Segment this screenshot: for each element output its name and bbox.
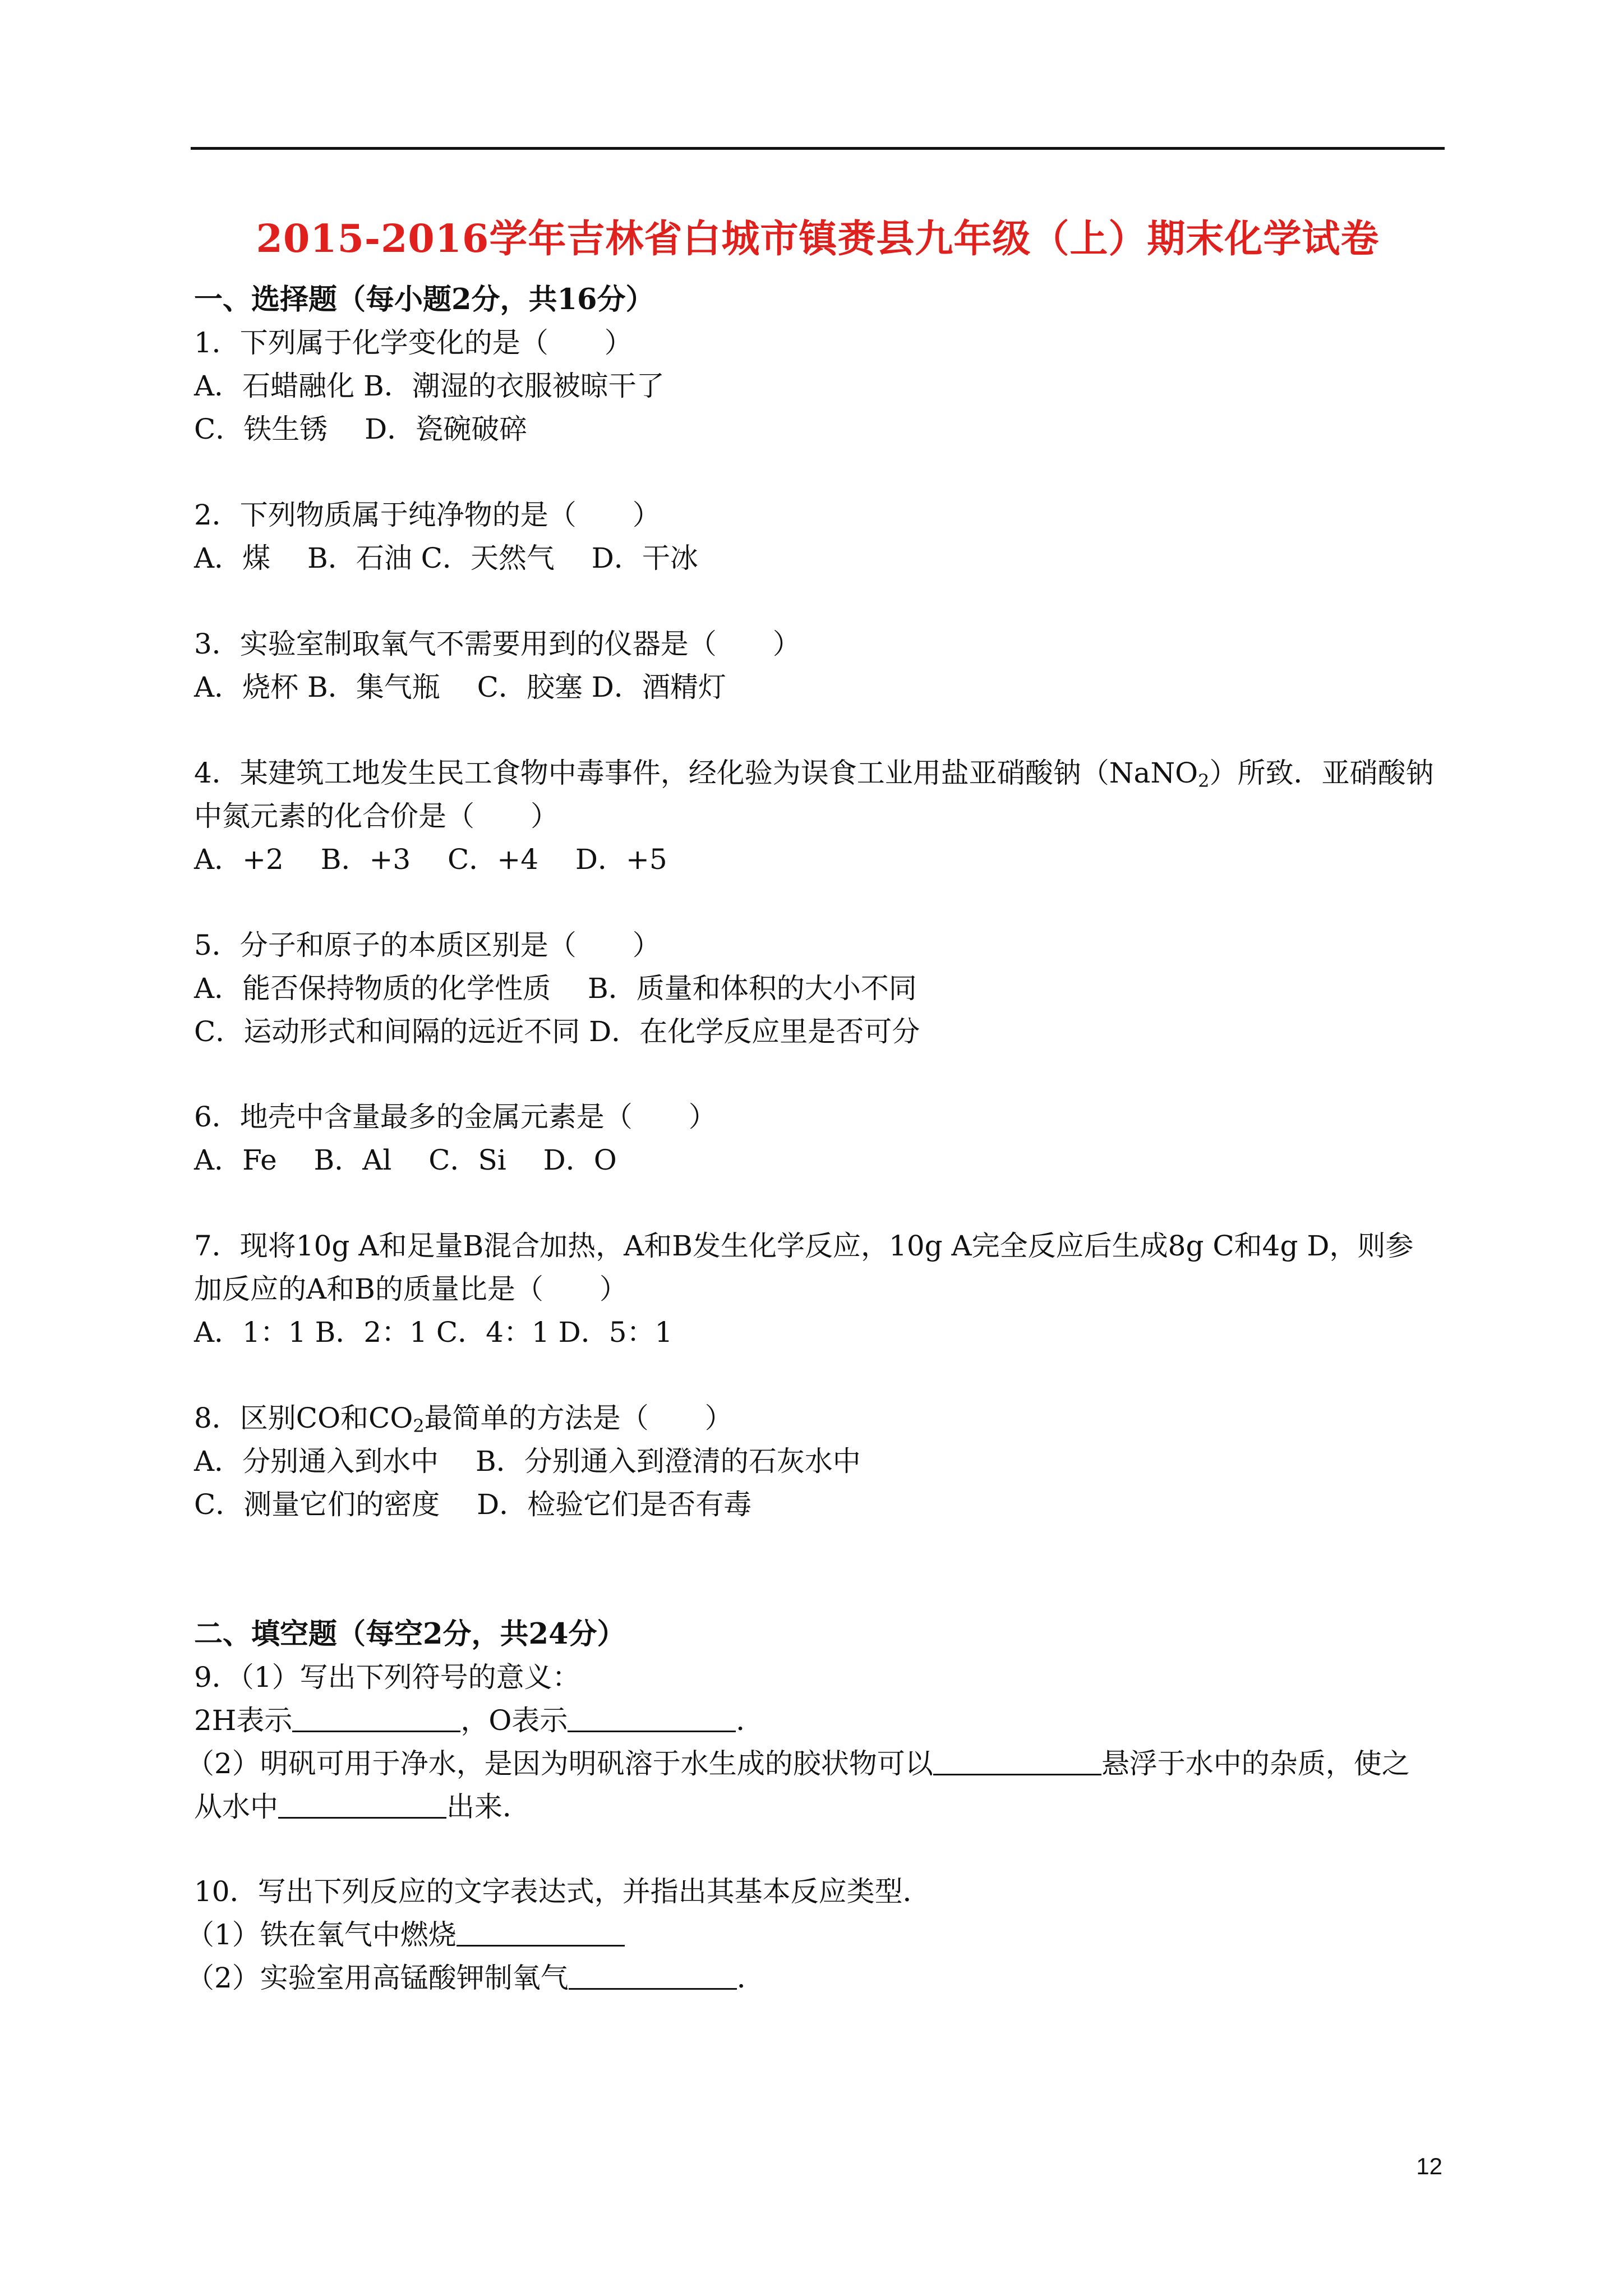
question-9-line-4: 从水中 出来．	[194, 1786, 1448, 1829]
question-4-options: A．+2 B．+3 C．+4 D．+5	[194, 843, 667, 876]
section-heading: 二、填空题（每空2分，共24分）	[194, 1617, 626, 1651]
page-number: 12	[1416, 2153, 1442, 2179]
question-2-stem: 2．下列物质属于纯净物的是（ ）	[194, 499, 661, 531]
question-6-stem: 6．地壳中含量最多的金属元素是（ ）	[194, 1101, 717, 1133]
question-8	[194, 1397, 1448, 1526]
question-10-line-1: （1）铁在氧气中燃烧	[186, 1913, 1448, 1957]
answer-blank[interactable]	[569, 1958, 737, 1990]
question-4-stem-cont: 中氮元素的化合价是（ ）	[194, 800, 559, 832]
question-7	[194, 1225, 1448, 1354]
page-title: 2015-2016学年吉林省白城市镇赉县九年级（上）期末化学试卷	[256, 217, 1380, 261]
question-7-stem-cont: 加反应的A和B的质量比是（ ）	[194, 1273, 628, 1305]
question-10-stem: 10．写出下列反应的文字表达式，并指出其基本反应类型．	[194, 1875, 931, 1908]
question-10-line-2: （2）实验室用高锰酸钾制氧气 ．	[186, 1957, 1448, 2000]
question-5-options: C．运动形式和间隔的远近不同 D．在化学反应里是否可分	[194, 1015, 920, 1048]
question-2-options: A．煤 B．石油 C．天然气 D．干冰	[194, 542, 698, 574]
question-8-stem: 8．区别CO和$CO_2$最简单的方法是（ ）	[194, 1402, 733, 1437]
question-9-line-3: （2）明矾可用于净水，是因为明矾溶于水生成的胶状物可以 悬浮于水中的杂质，使之	[186, 1742, 1448, 1786]
question-1-options: C．铁生锈 D．瓷碗破碎	[194, 413, 528, 445]
section-heading: 一、选择题（每小题2分，共16分）	[194, 283, 654, 316]
question-5-options: A．能否保持物质的化学性质 B．质量和体积的大小不同	[194, 972, 917, 1005]
question-1-stem: 1．下列属于化学变化的是（ ）	[194, 326, 633, 359]
question-4	[194, 752, 1448, 881]
question-3-options: A．烧杯 B．集气瓶 C．胶塞 D．酒精灯	[194, 671, 726, 703]
question-7-options: A．1：1 B．2：1 C．4：1 D．5：1	[194, 1316, 673, 1349]
answer-blank[interactable]	[278, 1787, 446, 1819]
answer-blank[interactable]	[457, 1915, 625, 1947]
question-5	[194, 924, 1448, 1053]
question-10	[186, 1870, 1448, 2000]
answer-blank[interactable]	[568, 1700, 736, 1732]
question-8-options: A．分别通入到水中 B．分别通入到澄清的石灰水中	[194, 1445, 861, 1478]
question-5-stem: 5．分子和原子的本质区别是（ ）	[194, 929, 661, 961]
question-8-options: C．测量它们的密度 D．检验它们是否有毒	[194, 1488, 752, 1521]
question-9-line-2: 2H表示 ，O表示 ．	[194, 1699, 1448, 1742]
question-9-stem: 9．（1）写出下列符号的意义：	[194, 1661, 580, 1694]
question-3	[194, 623, 1448, 709]
answer-blank[interactable]	[292, 1700, 460, 1732]
question-1-options: A．石蜡融化 B．潮湿的衣服被晾干了	[194, 370, 665, 402]
answer-blank[interactable]	[933, 1743, 1101, 1775]
section-fill	[186, 1613, 1448, 1829]
question-7-stem: 7．现将10g A和足量B混合加热，A和B发生化学反应，10g A完全反应后生成8g C和4g D，则参	[194, 1230, 1414, 1262]
question-6	[194, 1096, 1448, 1182]
question-3-stem: 3．实验室制取氧气不需要用到的仪器是（ ）	[194, 628, 801, 660]
header-rule	[191, 147, 1445, 150]
question-6-options: A．Fe B．Al C．Si D．O	[194, 1144, 617, 1176]
question-4-stem: 4．某建筑工地发生民工食物中毒事件，经化验为误食工业用盐亚硝酸钠（NaNO$_2$）所致．亚硝酸钠	[194, 757, 1434, 792]
question-2	[194, 494, 1448, 580]
section-choice	[194, 278, 1448, 451]
